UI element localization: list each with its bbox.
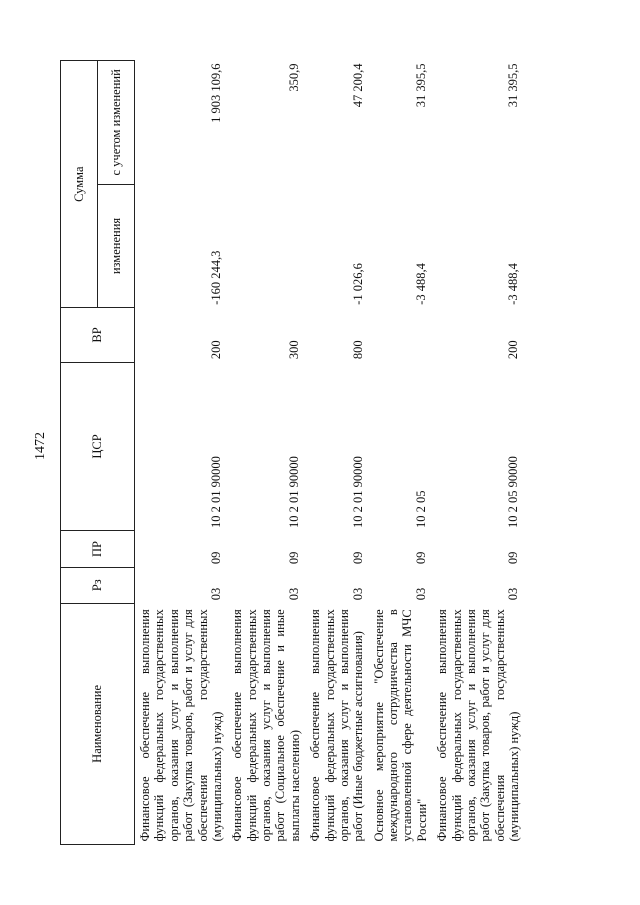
header-sum: Сумма <box>61 61 98 308</box>
table-row <box>227 61 305 845</box>
row-vr <box>369 308 433 362</box>
row-pr: 09 <box>414 551 429 565</box>
row-csr: 10 2 01 90000 <box>209 456 224 528</box>
rotated-table-container <box>60 60 580 845</box>
row-name: Финансовое обеспечение выполнения функций федеральных государственных органов, оказания услуг и выполнения работ (Социальное обеспечение и иные выплаты населению) <box>230 609 302 842</box>
page-number: 1472 <box>33 432 48 460</box>
row-total: 47 200,4 <box>350 63 365 108</box>
header-changes: изменения <box>98 184 135 308</box>
row-changes: -3 488,4 <box>506 263 521 305</box>
row-rz: 03 <box>506 587 521 601</box>
row-csr: 10 2 01 90000 <box>287 456 302 528</box>
table-row <box>432 61 524 845</box>
row-total: 31 395,5 <box>414 63 429 108</box>
row-rz: 03 <box>209 587 224 601</box>
header-vr: ВР <box>61 308 135 362</box>
row-changes: -3 488,4 <box>414 263 429 305</box>
table-row <box>369 61 433 845</box>
row-csr: 10 2 05 90000 <box>506 456 521 528</box>
header-name: Наименование <box>61 603 135 844</box>
row-changes <box>227 184 305 308</box>
header-csr: ЦСР <box>61 362 135 531</box>
row-vr: 200 <box>506 340 521 360</box>
row-vr: 800 <box>350 340 365 360</box>
header-rz: Рз <box>61 567 135 603</box>
table-row <box>305 61 369 845</box>
row-pr: 09 <box>506 551 521 565</box>
row-changes: -160 244,3 <box>209 250 224 305</box>
row-vr: 300 <box>287 340 302 360</box>
header-pr: ПР <box>61 531 135 567</box>
row-pr: 09 <box>209 551 224 565</box>
row-pr: 09 <box>287 551 302 565</box>
budget-table <box>60 60 524 845</box>
row-name: Основное мероприятие "Обеспечение международного сотрудничества в установленной сфере деятельности МЧС России" <box>371 609 429 842</box>
row-csr: 10 2 05 <box>414 490 429 528</box>
row-rz: 03 <box>414 587 429 601</box>
row-changes: -1 026,6 <box>350 263 365 305</box>
row-total: 350,9 <box>287 63 302 92</box>
table-row <box>135 61 228 845</box>
row-name: Финансовое обеспечение выполнения функций федеральных государственных органов, оказания услуг и выполнения работ (Закупка товаров, работ и услуг для обеспечения государственных (муниципальных) нужд) <box>138 609 224 842</box>
row-total: 31 395,5 <box>506 63 521 108</box>
row-total: 1 903 109,6 <box>209 63 224 123</box>
row-vr: 200 <box>209 340 224 360</box>
row-rz: 03 <box>287 587 302 601</box>
row-rz: 03 <box>350 587 365 601</box>
header-with-changes: с учетом изменений <box>98 61 135 185</box>
row-csr: 10 2 01 90000 <box>350 456 365 528</box>
row-name: Финансовое обеспечение выполнения функций федеральных государственных органов, оказания услуг и выполнения работ (Закупка товаров, работ и услуг для обеспечения государственных (муниципальных) нужд) <box>435 609 521 842</box>
row-name: Финансовое обеспечение выполнения функций федеральных государственных органов, оказания услуг и выполнения работ (Иные бюджетные ассигнования) <box>308 609 366 842</box>
row-pr: 09 <box>350 551 365 565</box>
